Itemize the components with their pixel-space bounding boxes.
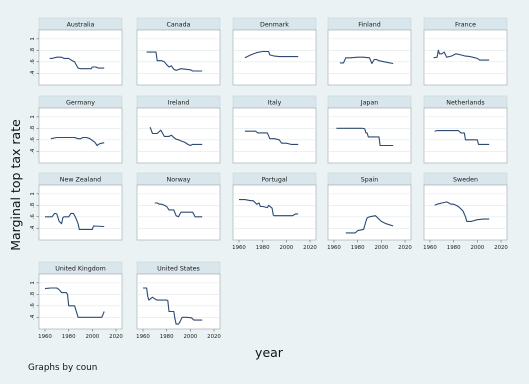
x-tick-label: 2000 <box>470 245 485 251</box>
x-tick-label: 1960 <box>232 245 246 251</box>
plot-area <box>424 108 507 163</box>
panel-united-states <box>136 262 221 340</box>
plot-area <box>39 108 122 163</box>
panel-spain <box>327 173 412 251</box>
panel-title-norway: Norway <box>166 176 191 184</box>
x-tick-label: 1980 <box>255 245 270 251</box>
plot-area <box>137 185 220 240</box>
x-tick-label: 2000 <box>279 245 294 251</box>
panel-finland <box>328 18 411 85</box>
y-tick-label: 1 <box>30 281 36 285</box>
x-tick-label: 1960 <box>423 245 437 251</box>
y-tick-label: .8 <box>30 125 36 131</box>
y-tick-label: 1 <box>30 37 36 41</box>
x-tick-label: 2020 <box>109 334 123 340</box>
x-tick-label: 1980 <box>159 334 174 340</box>
panel-title-germany: Germany <box>66 99 95 107</box>
y-tick-label: .4 <box>30 225 36 231</box>
x-tick-label: 2000 <box>85 334 100 340</box>
panel-title-united-kingdom: United Kingdom <box>55 265 106 273</box>
y-tick-label: .6 <box>30 137 36 143</box>
y-tick-label: .8 <box>30 291 36 297</box>
panel-title-new-zealand: New Zealand <box>59 176 102 184</box>
plot-area <box>424 185 507 240</box>
plot-area <box>328 185 411 240</box>
y-tick-label: .6 <box>30 59 36 65</box>
x-tick-label: 2020 <box>303 245 317 251</box>
panel-ireland <box>137 96 220 163</box>
panel-italy <box>233 96 316 163</box>
plot-area <box>137 108 220 163</box>
panel-canada <box>137 18 220 85</box>
panel-norway <box>137 173 220 240</box>
x-tick-label: 2000 <box>183 334 198 340</box>
panel-title-canada: Canada <box>166 21 191 29</box>
panel-title-sweden: Sweden <box>453 176 478 184</box>
x-tick-label: 1980 <box>61 334 76 340</box>
panel-australia <box>30 18 122 85</box>
x-axis-label: year <box>255 345 283 360</box>
panel-title-netherlands: Netherlands <box>446 99 485 107</box>
panel-denmark <box>233 18 316 85</box>
panel-germany <box>30 96 122 163</box>
plot-area <box>39 185 122 240</box>
panel-new-zealand <box>30 173 122 240</box>
x-tick-label: 2000 <box>374 245 389 251</box>
panel-title-portugal: Portugal <box>261 176 288 184</box>
panel-title-australia: Australia <box>66 21 95 29</box>
x-tick-label: 1960 <box>38 334 52 340</box>
x-tick-label: 2020 <box>494 245 508 251</box>
panel-title-japan: Japan <box>360 99 379 107</box>
panel-france <box>424 18 507 85</box>
panel-title-france: France <box>455 21 476 29</box>
y-axis-label: Marginal top tax rate <box>8 119 23 251</box>
x-tick-label: 2020 <box>207 334 221 340</box>
panels-layer <box>30 18 508 340</box>
plot-area <box>39 30 122 85</box>
x-tick-label: 1980 <box>350 245 365 251</box>
panel-united-kingdom <box>30 262 123 340</box>
panel-portugal <box>232 173 317 251</box>
graphs-by-note: Graphs by coun <box>28 363 98 373</box>
y-tick-label: .4 <box>30 148 36 154</box>
y-tick-label: .8 <box>30 202 36 208</box>
plot-area <box>137 274 220 329</box>
y-tick-label: .6 <box>30 303 36 309</box>
y-tick-label: .6 <box>30 214 36 220</box>
plot-area <box>328 108 411 163</box>
y-tick-label: .8 <box>30 47 36 53</box>
x-tick-label: 2020 <box>398 245 412 251</box>
plot-area <box>137 30 220 85</box>
plot-area <box>233 108 316 163</box>
panel-title-spain: Spain <box>360 176 379 184</box>
y-tick-label: 1 <box>30 115 36 119</box>
plot-area <box>39 274 122 329</box>
x-tick-label: 1960 <box>327 245 341 251</box>
panel-title-united-states: United States <box>157 265 200 273</box>
y-tick-label: .4 <box>30 314 36 320</box>
panel-japan <box>328 96 411 163</box>
panel-title-finland: Finland <box>358 21 381 29</box>
panel-title-denmark: Denmark <box>260 21 289 29</box>
panel-sweden <box>423 173 508 251</box>
plot-area <box>233 185 316 240</box>
panel-title-ireland: Ireland <box>167 99 190 107</box>
panel-title-italy: Italy <box>267 99 282 107</box>
y-tick-label: 1 <box>30 192 36 196</box>
x-tick-label: 1960 <box>136 334 150 340</box>
y-tick-label: .4 <box>30 70 36 76</box>
x-tick-label: 1980 <box>446 245 461 251</box>
panel-netherlands <box>424 96 507 163</box>
